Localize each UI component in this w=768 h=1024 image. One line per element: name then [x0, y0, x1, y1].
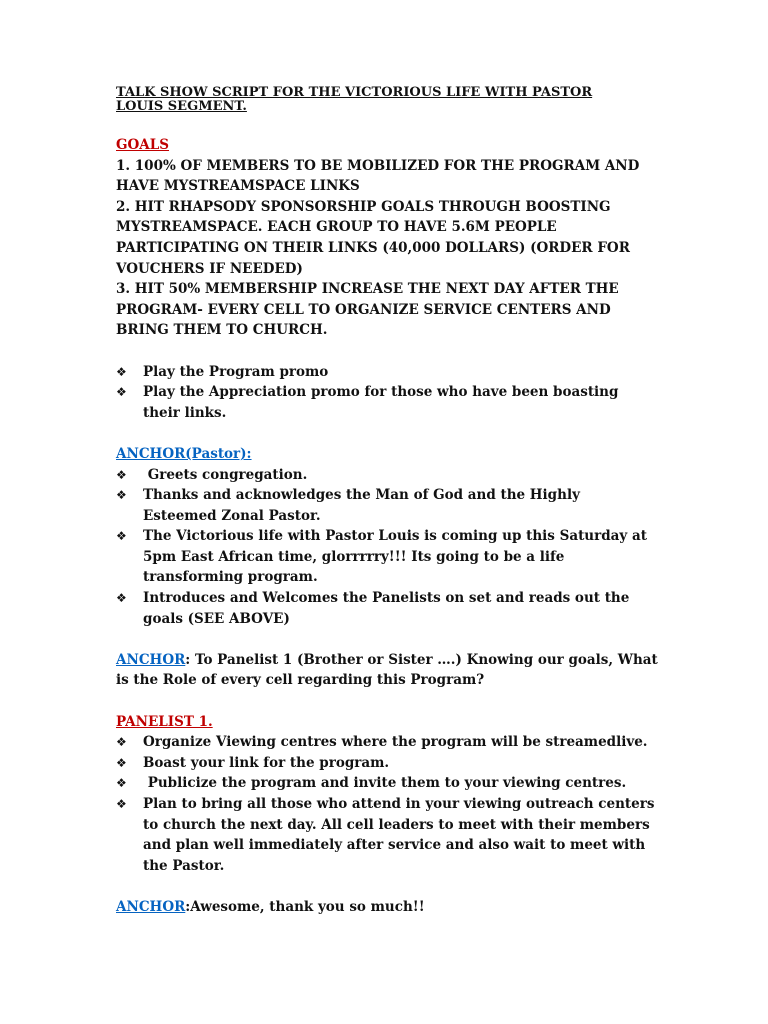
document-title: TALK SHOW SCRIPT FOR THE VICTORIOUS LIFE WITH PASTOR LOUIS SEGMENT.	[116, 85, 593, 114]
four-diamond-bullet-icon: ❖	[116, 467, 127, 482]
panelist-item	[116, 773, 658, 794]
promo-text: Play the Program promo	[143, 363, 329, 380]
anchor-closing	[116, 897, 658, 918]
anchor-question	[116, 650, 658, 691]
anchor-label: ANCHOR	[116, 898, 186, 915]
panelist-item-text: Publicize the program and invite them to your viewing centres.	[143, 775, 627, 792]
panelist-item-text: Boast your link for the program.	[143, 754, 390, 771]
panelist-item	[116, 794, 658, 876]
four-diamond-bullet-icon: ❖	[116, 776, 127, 791]
spacer	[116, 691, 658, 712]
anchor-item	[116, 465, 658, 486]
promo-item	[116, 382, 658, 423]
four-diamond-bullet-icon: ❖	[116, 364, 127, 379]
promo-item	[116, 362, 658, 383]
goal-item-2: 2. HIT RHAPSODY SPONSORSHIP GOALS THROUGH BOOSTING MYSTREAMSPACE. EACH GROUP TO HAVE 5.6M PEOPLE PARTICIPATING ON THEIR LINKS (40,000 DOLLARS) (ORDER FOR VOUCHERS IF NEEDED)	[116, 198, 630, 277]
four-diamond-bullet-icon: ❖	[116, 797, 127, 811]
panelist-item-text: Organize Viewing centres where the program will be streamedlive.	[143, 734, 648, 751]
four-diamond-bullet-icon: ❖	[116, 735, 127, 750]
four-diamond-bullet-icon: ❖	[116, 591, 127, 606]
anchor-closing-text: :Awesome, thank you so much!!	[185, 898, 425, 915]
spacer	[116, 423, 658, 444]
anchor-pastor-heading: ANCHOR(Pastor):	[116, 445, 252, 462]
promo-text: Play the Appreciation promo for those who have been boasting their links.	[143, 384, 619, 421]
anchor-item-text: Introduces and Welcomes the Panelists on set and reads out the goals (SEE ABOVE)	[143, 590, 630, 627]
spacer	[116, 629, 658, 650]
anchor-item-text: The Victorious life with Pastor Louis is coming up this Saturday at 5pm East African time, glorrrrry!!! Its going to be a life transforming program.	[143, 528, 647, 586]
four-diamond-bullet-icon: ❖	[116, 385, 127, 400]
spacer	[116, 341, 658, 362]
panelist1-list	[116, 732, 658, 876]
anchor-item	[116, 588, 658, 629]
anchor-item	[116, 526, 658, 588]
promo-list	[116, 362, 658, 424]
four-diamond-bullet-icon: ❖	[116, 529, 127, 544]
anchor-label: ANCHOR	[116, 651, 186, 668]
goals-heading: GOALS	[116, 137, 170, 153]
goal-item-1: 1. 100% OF MEMBERS TO BE MOBILIZED FOR THE PROGRAM AND HAVE MYSTREAMSPACE LINKS	[116, 157, 640, 195]
panelist-item-text: Plan to bring all those who attend in your viewing outreach centers to church the next day. All cell leaders to meet with their members and plan well immediately after service and also wait to meet with the Pastor.	[143, 796, 655, 874]
panelist-item	[116, 753, 658, 774]
anchor-item-text: Greets congregation.	[143, 466, 308, 483]
four-diamond-bullet-icon: ❖	[116, 488, 127, 503]
anchor-item-text: Thanks and acknowledges the Man of God and the Highly Esteemed Zonal Pastor.	[143, 487, 580, 524]
anchor-pastor-list	[116, 465, 658, 630]
anchor-question-text: : To Panelist 1 (Brother or Sister ….) Knowing our goals, What is the Role of every cell regarding this Program?	[116, 651, 658, 689]
anchor-item	[116, 485, 658, 526]
goal-item-3: 3. HIT 50% MEMBERSHIP INCREASE THE NEXT DAY AFTER THE PROGRAM- EVERY CELL TO ORGANIZE SERVICE CENTERS AND BRING THEM TO CHURCH.	[116, 281, 619, 339]
spacer	[116, 876, 658, 897]
four-diamond-bullet-icon: ❖	[116, 755, 127, 770]
panelist1-heading: PANELIST 1.	[116, 713, 213, 730]
panelist-item	[116, 732, 658, 753]
